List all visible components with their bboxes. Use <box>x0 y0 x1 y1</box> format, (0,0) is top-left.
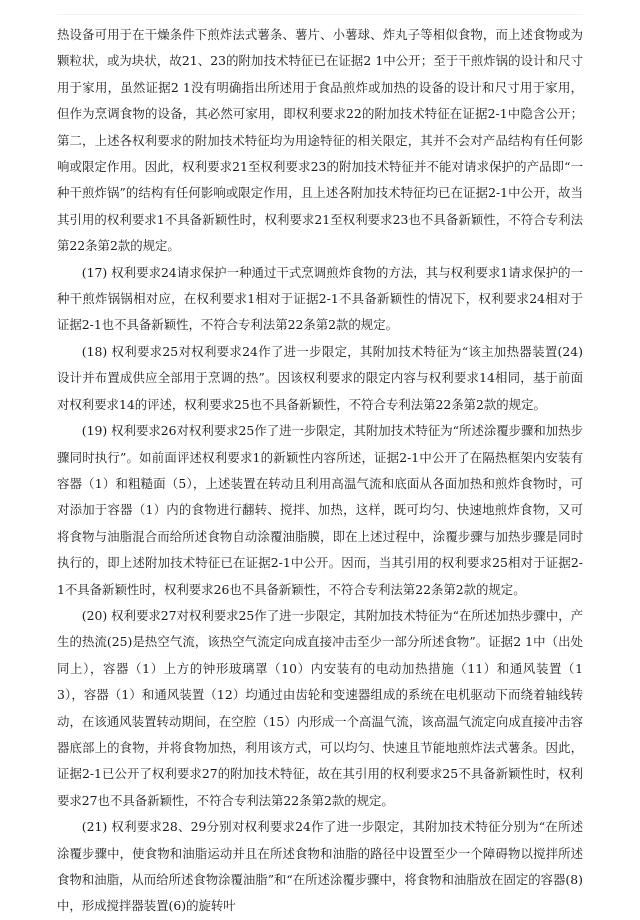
top-divider <box>57 14 583 15</box>
paragraph-continuation: 热设备可用于在干燥条件下煎炸法式薯条、薯片、小薯球、炸丸子等相似食物，而上述食物或为颗粒状，或为块状，故21、23的附加技术特征已在证据2 1中公开；至于干煎炸锅的设计和尺寸用于家用，虽然证据2 1没有明确指出所述用于食品煎炸或加热的设备的设计和尺寸用于家用，但作为烹调食物的设备，其必然可家用，即权利要求22的附加技术特征在证据2-1中隐含公开；第二，上述各权利要求的附加技术特征均为用途特征的相关限定，其并不会对产品结构有任何影响或限定作用。因此，权利要求21至权利要求23的附加技术特征并不能对请求保护的产品即“一种干煎炸锅”的结构有任何影响或限定作用，且上述各附加技术特征均已在证据2-1中公开，故当其引用的权利要求1不具备新颖性时，权利要求21至权利要求23也不具备新颖性，不符合专利法第22条第2款的规定。 <box>57 27 583 254</box>
paragraph-21: (21) 权利要求28、29分别对权利要求24作了进一步限定，其附加技术特征分别为“在所述涂覆步骤中，使食物和油脂运动并且在所述食物和油脂的路径中设置至少一个障碍物以搅拌所述食物和油脂，从而给所述食物涂覆油脂”和“在所述涂覆步骤中，将食物和油脂放在固定的容器(8)中，形成搅拌器装置(6)的旋转叶 <box>57 819 583 914</box>
paragraph-18: (18) 权利要求25对权利要求24作了进一步限定，其附加技术特征为“该主加热器装置(24)设计并布置成供应全部用于烹调的热”。因该权利要求的限定内容与权利要求14相同，基于前面对权利要求14的评述，权利要求25也不具备新颖性，不符合专利法第22条第2款的规定。 <box>57 343 583 412</box>
paragraph-20: (20) 权利要求27对权利要求25作了进一步限定，其附加技术特征为“在所述加热步骤中，产生的热流(25)是热空气流，该热空气流定向成直接冲击至少一部分所述食物”。证据2 1中（出处同上），容器（1）上方的钟形玻璃罩（10）内安装有的电动加热措施（11）和通风装置（13），容器（1）和通风装置（12）均通过由齿轮和变速器组成的系统在电机驱动下而绕着轴线转动，在该通风装置转动期间，在空腔（15）内形成一个高温气流，该高温气流定向成直接冲击容器底部上的食物，并将食物加热，利用该方式，可以均匀、快速且节能地煎炸法式薯条。因此，证据2-1已公开了权利要求27的附加技术特征，故在其引用的权利要求25不具备新颖性时，权利要求27也不具备新颖性，不符合专利法第22条第2款的规定。 <box>57 607 583 808</box>
paragraph-19: (19) 权利要求26对权利要求25作了进一步限定，其附加技术特征为“所述涂覆步骤和加热步骤同时执行”。如前面评述权利要求1的新颖性内容所述，证据2-1中公开了在隔热框架内安装有容器（1）和粗糙面（5），上述装置在转动且利用高温气流和底面从各面加热和煎炸食物时，可对添加于容器（1）内的食物进行翻转、搅拌、加热，这样，既可均匀、快速地煎炸食物，又可将食物与油脂混合而给所述食物自动涂覆油脂膜，即在上述过程中，涂覆步骤与加热步骤是同时执行的，即上述附加技术特征已在证据2-1中公开。因而，当其引用的权利要求25相对于证据2-1不具备新颖性时，权利要求26也不具备新颖性，不符合专利法第22条第2款的规定。 <box>57 423 583 597</box>
paragraph-17: (17) 权利要求24请求保护一种通过干式烹调煎炸食物的方法，其与权利要求1请求保护的一种干煎炸锅锅相对应，在权利要求1相对于证据2-1不具备新颖性的情况下，权利要求24相对于证据2-1也不具备新颖性，不符合专利法第22条第2款的规定。 <box>57 264 583 333</box>
